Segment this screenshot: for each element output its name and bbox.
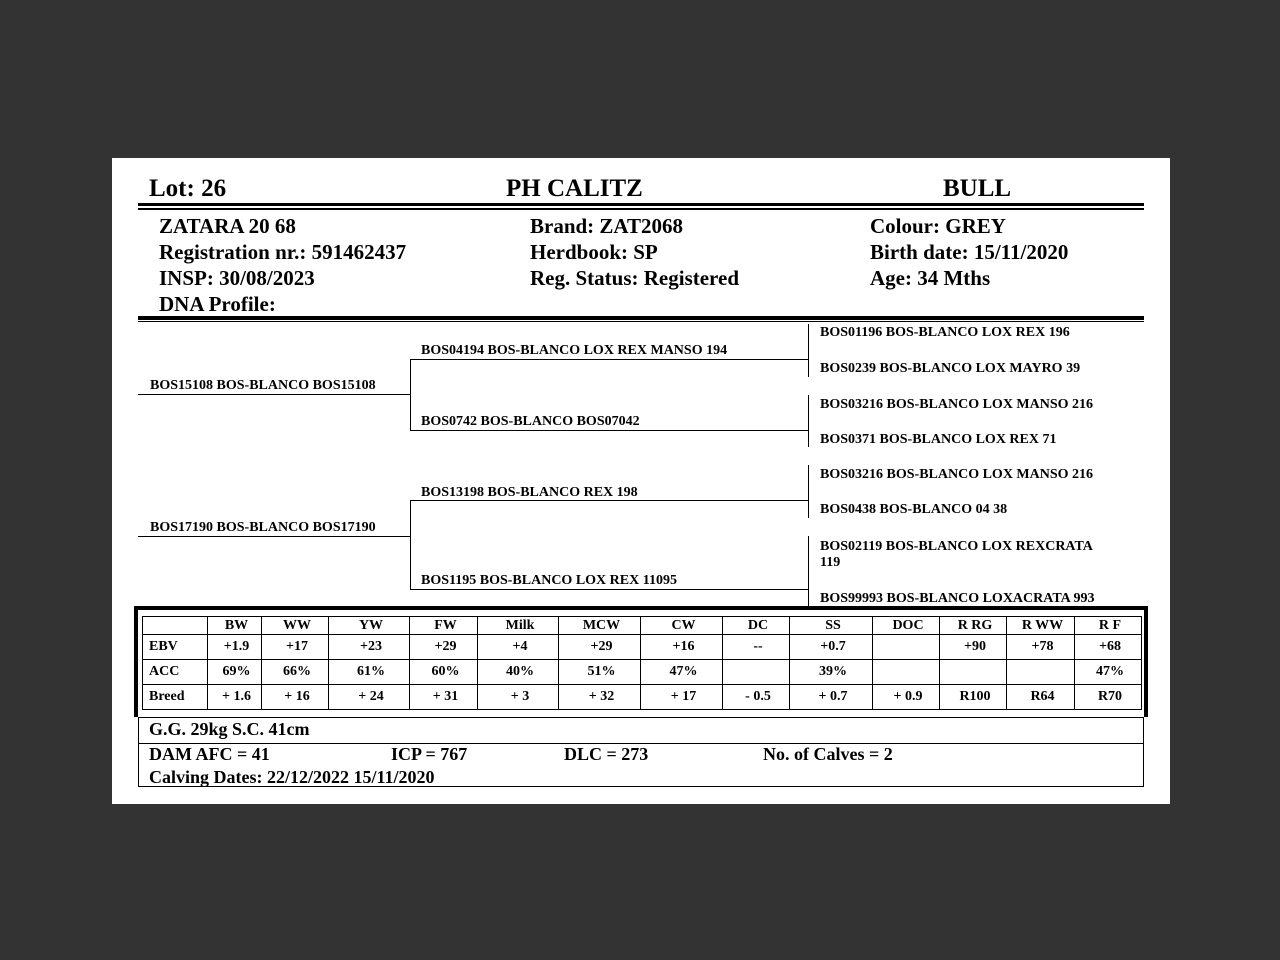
pedigree-sire-sire: BOS04194 BOS-BLANCO LOX REX MANSO 194 bbox=[421, 343, 728, 358]
ebv-col-header: BW bbox=[208, 617, 262, 635]
ebv-cell bbox=[873, 635, 940, 660]
ebv-cell: +90 bbox=[940, 635, 1007, 660]
ebv-cell: + 31 bbox=[410, 685, 478, 710]
icp: ICP = 767 bbox=[391, 744, 468, 764]
ebv-row-label: Breed bbox=[143, 685, 208, 710]
breed-row bbox=[143, 685, 1142, 710]
ebv-col-header: CW bbox=[641, 617, 723, 635]
lot-number: Lot: 26 bbox=[149, 175, 227, 202]
dna-profile: DNA Profile: bbox=[159, 292, 276, 316]
ebv-cell: +29 bbox=[410, 635, 478, 660]
pedigree-dds bbox=[820, 539, 1093, 571]
ebv-cell: + 16 bbox=[262, 685, 329, 710]
pedigree-dam-dam: BOS1195 BOS-BLANCO LOX REX 11095 bbox=[421, 573, 677, 588]
ebv-cell: + 0.9 bbox=[873, 685, 940, 710]
ebv-col-header: SS bbox=[790, 617, 873, 635]
lot-card bbox=[112, 158, 1170, 804]
ebv-table bbox=[142, 616, 1142, 710]
ebv-cell: + 0.7 bbox=[790, 685, 873, 710]
pedigree-rule-thin bbox=[138, 321, 1144, 322]
pedigree-dam: BOS17190 BOS-BLANCO BOS17190 bbox=[150, 520, 376, 535]
ebv-cell: R64 bbox=[1007, 685, 1075, 710]
ebv-cell bbox=[873, 660, 940, 685]
ebv-cell: 69% bbox=[208, 660, 262, 685]
pedigree-dss: BOS03216 BOS-BLANCO LOX MANSO 216 bbox=[820, 467, 1094, 482]
pedigree-dam-sire: BOS13198 BOS-BLANCO REX 198 bbox=[421, 485, 638, 500]
pedigree-dsd: BOS0438 BOS-BLANCO 04 38 bbox=[820, 502, 1008, 517]
ebv-header-row bbox=[143, 617, 1142, 635]
pedigree-ddd: BOS99993 BOS-BLANCO LOXACRATA 993 bbox=[820, 591, 1095, 606]
header-rule-thick bbox=[138, 203, 1144, 206]
ebv-cell: + 3 bbox=[478, 685, 559, 710]
pedigree-rule-thick bbox=[138, 316, 1144, 320]
ebv-cell: +0.7 bbox=[790, 635, 873, 660]
ebv-cell bbox=[723, 660, 790, 685]
ebv-cell bbox=[940, 660, 1007, 685]
ebv-col-header: Milk bbox=[478, 617, 559, 635]
pedigree-dds-line2: 119 bbox=[820, 555, 841, 570]
ebv-col-header: FW bbox=[410, 617, 478, 635]
ebv-cell: 47% bbox=[1075, 660, 1142, 685]
ebv-cell: + 24 bbox=[329, 685, 410, 710]
breeder-name: PH CALITZ bbox=[506, 175, 643, 202]
ebv-cell: -- bbox=[723, 635, 790, 660]
animal-sex: BULL bbox=[943, 175, 1012, 202]
ebv-row bbox=[143, 635, 1142, 660]
ebv-cell: 47% bbox=[641, 660, 723, 685]
ebv-col-header: MCW bbox=[559, 617, 641, 635]
ebv-cell: +16 bbox=[641, 635, 723, 660]
ebv-cell: 61% bbox=[329, 660, 410, 685]
dam-afc: DAM AFC = 41 bbox=[149, 744, 270, 764]
ebv-row-label: EBV bbox=[143, 635, 208, 660]
colour: Colour: GREY bbox=[870, 214, 1006, 238]
age: Age: 34 Mths bbox=[870, 266, 991, 290]
dlc: DLC = 273 bbox=[564, 744, 649, 764]
pedigree-dds-line1: BOS02119 BOS-BLANCO LOX REXCRATA bbox=[820, 539, 1093, 554]
ebv-col-header: DC bbox=[723, 617, 790, 635]
ebv-cell: 40% bbox=[478, 660, 559, 685]
ebv-cell: + 1.6 bbox=[208, 685, 262, 710]
ebv-col-header: R F bbox=[1075, 617, 1142, 635]
ebv-cell: + 17 bbox=[641, 685, 723, 710]
registration-status: Reg. Status: Registered bbox=[530, 266, 739, 290]
ebv-cell: +23 bbox=[329, 635, 410, 660]
ebv-cell: - 0.5 bbox=[723, 685, 790, 710]
ebv-cell: + 32 bbox=[559, 685, 641, 710]
herdbook: Herdbook: SP bbox=[530, 240, 658, 264]
ebv-cell: +17 bbox=[262, 635, 329, 660]
ebv-col-header: R RG bbox=[940, 617, 1007, 635]
ebv-col-header: YW bbox=[329, 617, 410, 635]
pedigree-sss: BOS01196 BOS-BLANCO LOX REX 196 bbox=[820, 325, 1070, 340]
ebv-col-header bbox=[143, 617, 208, 635]
pedigree-ssd: BOS0239 BOS-BLANCO LOX MAYRO 39 bbox=[820, 361, 1081, 376]
ebv-col-header: DOC bbox=[873, 617, 940, 635]
ebv-col-header: R WW bbox=[1007, 617, 1075, 635]
ebv-row-label: ACC bbox=[143, 660, 208, 685]
acc-row bbox=[143, 660, 1142, 685]
ebv-cell: +68 bbox=[1075, 635, 1142, 660]
ebv-cell: 60% bbox=[410, 660, 478, 685]
gg-sc: G.G. 29kg S.C. 41cm bbox=[149, 719, 310, 739]
ebv-cell: +1.9 bbox=[208, 635, 262, 660]
ebv-cell: 51% bbox=[559, 660, 641, 685]
registration-number: Registration nr.: 591462437 bbox=[159, 240, 407, 264]
ebv-cell: R70 bbox=[1075, 685, 1142, 710]
ebv-col-header: WW bbox=[262, 617, 329, 635]
ebv-cell: R100 bbox=[940, 685, 1007, 710]
ebv-cell: 39% bbox=[790, 660, 873, 685]
ebv-cell: +4 bbox=[478, 635, 559, 660]
ebv-cell bbox=[1007, 660, 1075, 685]
calving-dates: Calving Dates: 22/12/2022 15/11/2020 bbox=[149, 767, 435, 787]
ebv-cell: +29 bbox=[559, 635, 641, 660]
insp-date: INSP: 30/08/2023 bbox=[159, 266, 315, 290]
number-of-calves: No. of Calves = 2 bbox=[763, 744, 893, 764]
pedigree-sds: BOS03216 BOS-BLANCO LOX MANSO 216 bbox=[820, 397, 1094, 412]
pedigree-sire: BOS15108 BOS-BLANCO BOS15108 bbox=[150, 378, 376, 393]
brand: Brand: ZAT2068 bbox=[530, 214, 684, 238]
ebv-cell: +78 bbox=[1007, 635, 1075, 660]
header-rule-thin bbox=[138, 208, 1144, 210]
animal-name: ZATARA 20 68 bbox=[159, 214, 296, 238]
birth-date: Birth date: 15/11/2020 bbox=[870, 240, 1069, 264]
pedigree-sire-dam: BOS0742 BOS-BLANCO BOS07042 bbox=[421, 414, 640, 429]
ebv-cell: 66% bbox=[262, 660, 329, 685]
pedigree-sdd: BOS0371 BOS-BLANCO LOX REX 71 bbox=[820, 432, 1057, 447]
